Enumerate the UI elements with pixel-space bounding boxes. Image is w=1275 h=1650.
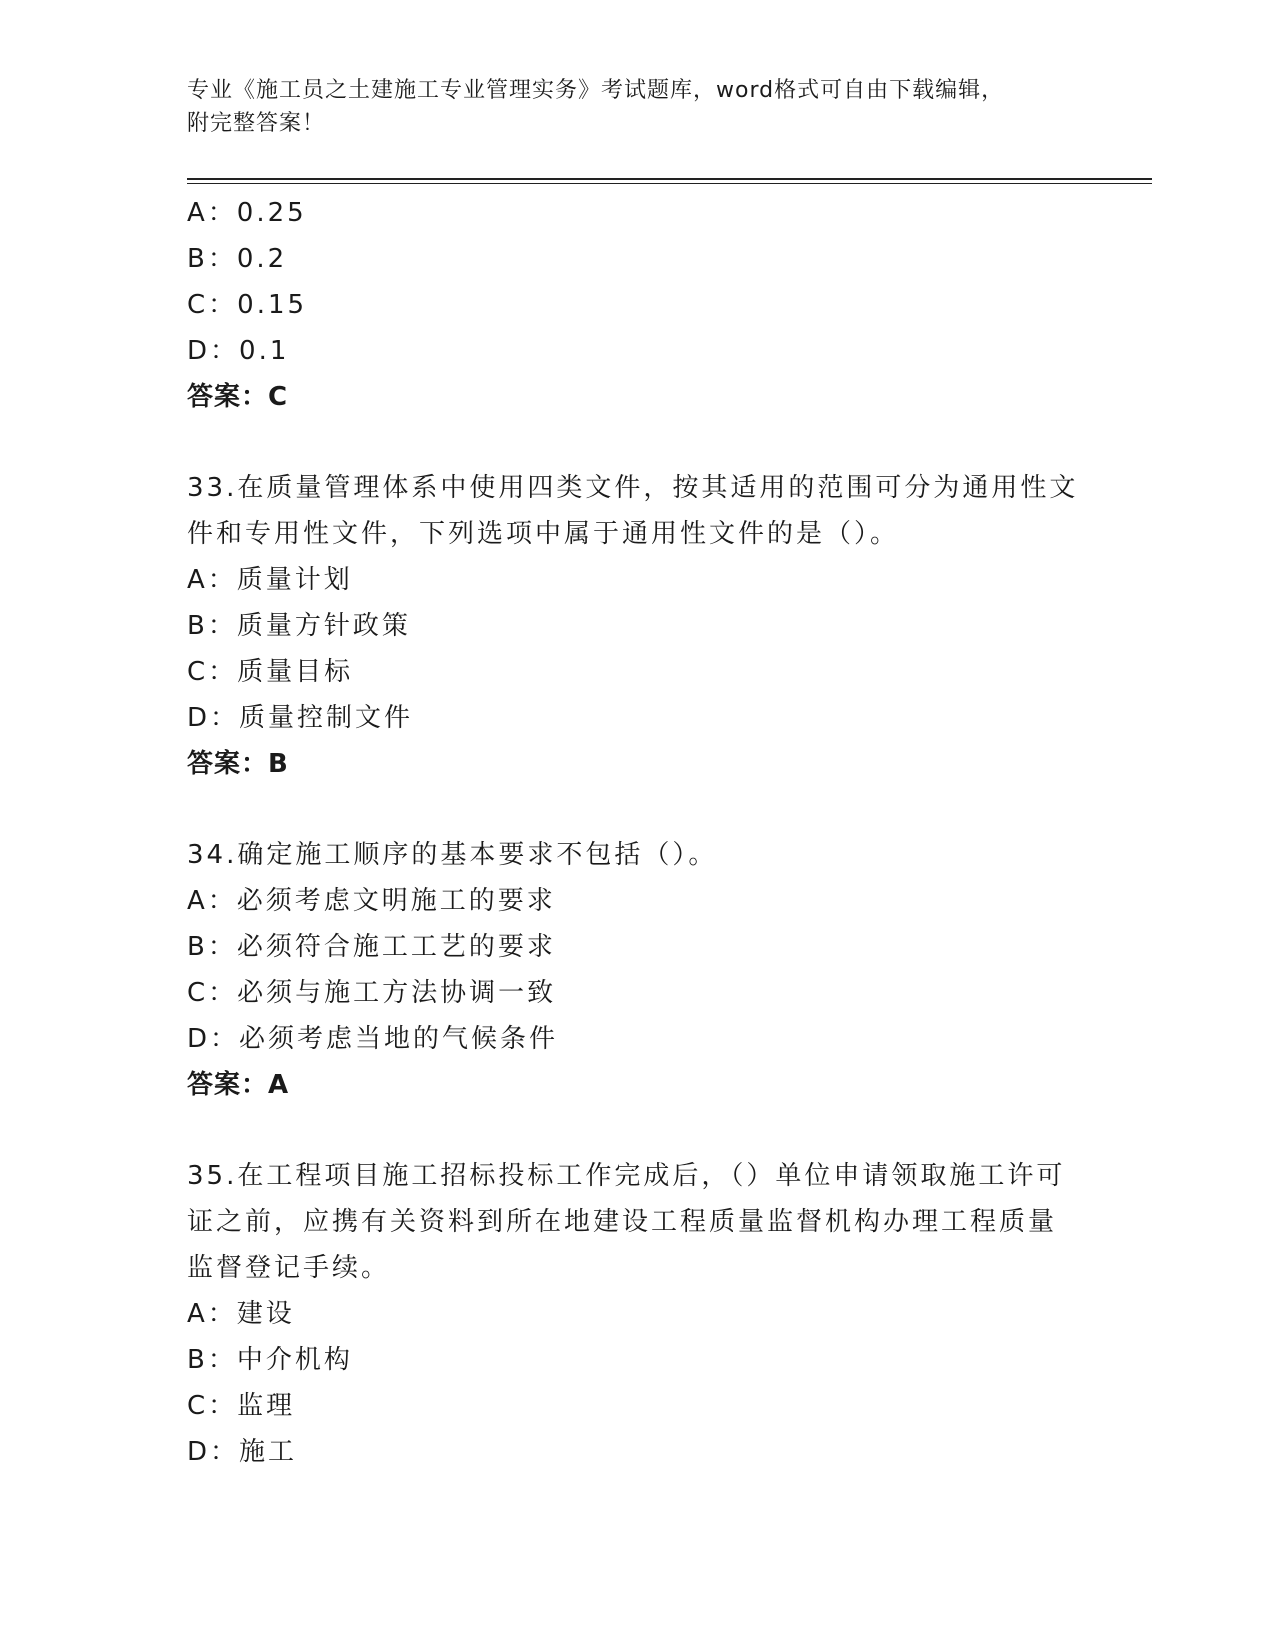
question-stem: 监督登记手续。 bbox=[187, 1253, 391, 1283]
option-c: C：必须与施工方法协调一致 bbox=[187, 978, 557, 1008]
option-c: C：0.15 bbox=[187, 290, 308, 320]
document-header bbox=[187, 74, 1087, 140]
option-a: A：0.25 bbox=[187, 198, 307, 228]
question-stem: 34.确定施工顺序的基本要求不包括（）。 bbox=[187, 840, 718, 870]
question-stem: 件和专用性文件，下列选项中属于通用性文件的是（）。 bbox=[187, 519, 900, 549]
question-list bbox=[187, 190, 1107, 1475]
option-a: A：建设 bbox=[187, 1299, 295, 1329]
option-c: C：质量目标 bbox=[187, 657, 354, 687]
answer: 答案：B bbox=[187, 749, 289, 779]
question-stem: 33.在质量管理体系中使用四类文件，按其适用的范围可分为通用性文 bbox=[187, 473, 1079, 503]
option-a: A：必须考虑文明施工的要求 bbox=[187, 886, 556, 916]
option-b: B：必须符合施工工艺的要求 bbox=[187, 932, 556, 962]
question-stem: 35.在工程项目施工招标投标工作完成后，（）单位申请领取施工许可 bbox=[187, 1161, 1066, 1191]
spacer bbox=[187, 1108, 1107, 1153]
question-34 bbox=[187, 832, 1107, 1108]
option-d: D：必须考虑当地的气候条件 bbox=[187, 1024, 559, 1054]
header-line-2: 附完整答案！ bbox=[187, 111, 326, 136]
header-divider-thin bbox=[187, 183, 1152, 184]
question-33 bbox=[187, 465, 1107, 787]
question-35 bbox=[187, 1153, 1107, 1475]
spacer bbox=[187, 787, 1107, 832]
option-b: B：质量方针政策 bbox=[187, 611, 411, 641]
option-d: D：施工 bbox=[187, 1437, 298, 1467]
option-c: C：监理 bbox=[187, 1391, 296, 1421]
answer: 答案：A bbox=[187, 1070, 290, 1100]
option-d: D：0.1 bbox=[187, 336, 290, 366]
option-d: D：质量控制文件 bbox=[187, 703, 414, 733]
question-32 bbox=[187, 190, 1107, 420]
answer: 答案：C bbox=[187, 382, 289, 412]
option-b: B：中介机构 bbox=[187, 1345, 353, 1375]
option-b: B：0.2 bbox=[187, 244, 288, 274]
spacer bbox=[187, 420, 1107, 465]
header-line-1: 专业《施工员之土建施工专业管理实务》考试题库，word格式可自由下载编辑， bbox=[187, 78, 1005, 103]
question-stem: 证之前，应携有关资料到所在地建设工程质量监督机构办理工程质量 bbox=[187, 1207, 1058, 1237]
option-a: A：质量计划 bbox=[187, 565, 353, 595]
header-divider-thick bbox=[187, 178, 1152, 180]
